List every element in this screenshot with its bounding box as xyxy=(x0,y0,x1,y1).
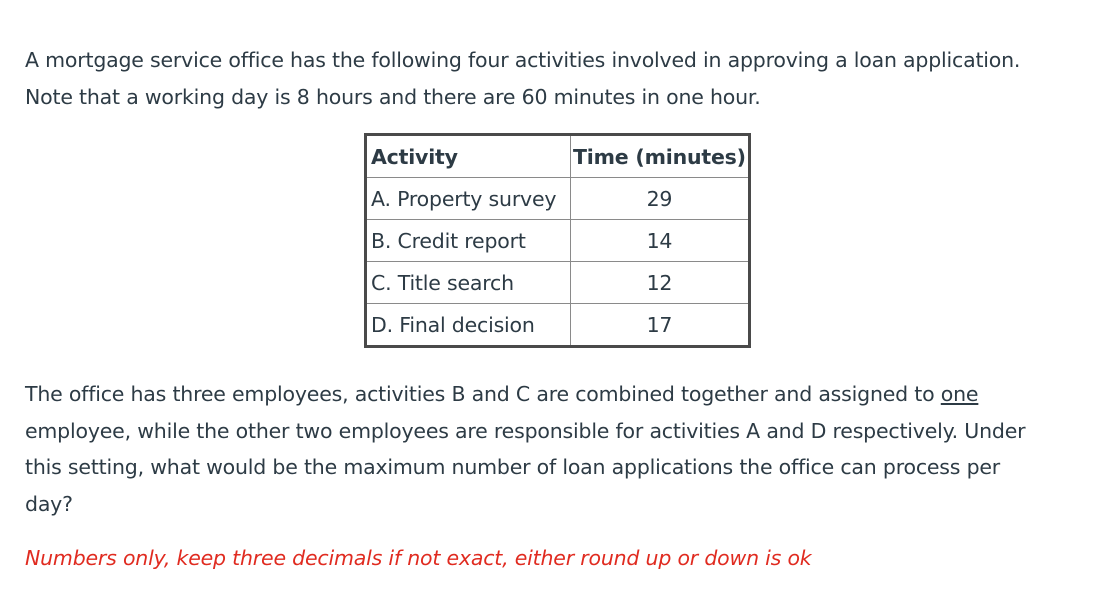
activity-time-table xyxy=(364,133,751,348)
time-cell: 14 xyxy=(571,220,750,262)
answer-hint: Numbers only, keep three decimals if not exact, either round up or down is ok xyxy=(25,546,812,570)
table-row xyxy=(366,178,750,220)
activity-cell: B. Credit report xyxy=(366,220,571,262)
intro-line-2: Note that a working day is 8 hours and there are 60 minutes in one hour. xyxy=(25,84,761,109)
table-row xyxy=(366,304,750,347)
time-cell: 29 xyxy=(571,178,750,220)
question-line-1-text: The office has three employees, activities B and C are combined together and assigned to xyxy=(25,382,941,406)
table-row xyxy=(366,262,750,304)
activity-cell: A. Property survey xyxy=(366,178,571,220)
activity-cell: D. Final decision xyxy=(366,304,571,347)
time-cell: 12 xyxy=(571,262,750,304)
question-line-4: day? xyxy=(25,491,73,516)
header-activity: Activity xyxy=(366,135,571,178)
question-line-2: employee, while the other two employees are responsible for activities A and D respectively. Under xyxy=(25,418,1026,443)
question-paragraph xyxy=(25,376,1095,522)
question-line-3: this setting, what would be the maximum number of loan applications the office can process per xyxy=(25,455,1001,479)
intro-line-1: A mortgage service office has the following four activities involved in approving a loan application. xyxy=(25,48,1021,72)
table-row xyxy=(366,220,750,262)
underlined-one: one xyxy=(940,382,979,406)
header-time: Time (minutes) xyxy=(571,135,750,178)
question-line-1 xyxy=(25,382,978,406)
intro-paragraph xyxy=(25,42,1085,115)
time-cell: 17 xyxy=(571,304,750,347)
table-header-row xyxy=(366,135,750,178)
activity-cell: C. Title search xyxy=(366,262,571,304)
